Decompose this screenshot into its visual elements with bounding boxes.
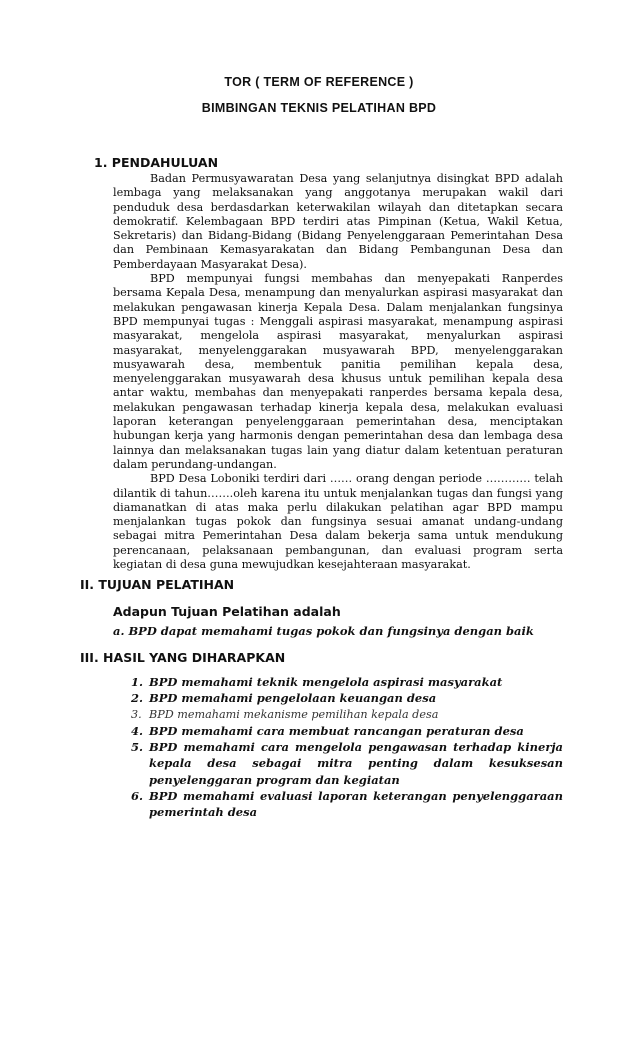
list-item [113, 723, 563, 739]
list-item [113, 674, 563, 690]
section-heading-tujuan: II. TUJUAN PELATIHAN [80, 577, 235, 592]
paragraph: Badan Permusyawaratan Desa yang selanjutnya disingkat BPD adalah lembaga yang melaksanakan yang anggotanya merupakan wakil dari penduduk desa berdasdarkan keterwakilan wilayah dan ditetapkan secara demokratif. Kelembagaan BPD terdiri atas Pimpinan (Ketua, Wakil Ketua, Sekretaris) dan Bidang-Bidang (Bidang Penyelenggaraan Pemerintahan Desa dan Pembinaan Kemasyarakatan dan Bidang Pembangunan Desa dan Pemberdayaan Masyarakat Desa). [113, 172, 563, 271]
list-item [113, 690, 563, 706]
pendahuluan-body [113, 172, 563, 572]
tujuan-intro: Adapun Tujuan Pelatihan adalah [113, 604, 341, 619]
item-number: 2. [131, 691, 144, 706]
item-text: BPD memahami pengelolaan keuangan desa [149, 691, 437, 706]
list-item [113, 739, 563, 788]
document-subtitle: BIMBINGAN TEKNIS PELATIHAN BPD [201, 101, 437, 115]
item-number: 5. [131, 740, 144, 755]
section-heading-hasil: III. HASIL YANG DIHARAPKAN [80, 650, 286, 665]
document-title: TOR ( TERM OF REFERENCE ) [224, 75, 414, 89]
item-number: 3. [131, 707, 142, 721]
item-text: BPD memahami cara mengelola pengawasan terhadap kinerja kepala desa sebagai mitra penting dalam kesuksesan penyelenggaran program dan kegiatan [149, 740, 563, 787]
tujuan-item: a. BPD dapat memahami tugas pokok dan fungsinya dengan baik [113, 624, 534, 638]
paragraph: BPD mempunyai fungsi membahas dan menyepakati Ranperdes bersama Kepala Desa, menampung dan menyalurkan aspirasi masyarakat dan melakukan pengawasan kinerja Kepala Desa. Dalam menjalankan fungsinya BPD mempunyai tugas : Menggali aspirasi masyarakat, menampung aspirasi masyarakat, mengelola aspirasi masyarakat, menyalurkan aspirasi masyarakat, menyelenggarakan musyawarah BPD, menyelenggarakan musyawarah desa, membentuk panitia pemilihan kepala desa, menyelenggarakan musyawarah desa khusus untuk pemilihan kepala desa antar waktu, membahas dan menyepakati ranperdes bersama kepala desa, melakukan pengawasan terhadap kinerja kepala desa, melakukan evaluasi laporan keterangan penyelenggaraan pemerintahan desa, menciptakan hubungan kerja yang harmonis dengan pemerintahan desa dan lembaga desa lainnya dan melaksanakan tugas lain yang diatur dalam ketentuan peraturan dalam perundang-undangan. [113, 272, 563, 471]
item-number: 1. [131, 675, 144, 689]
section-heading-pendahuluan: 1. PENDAHULUAN [94, 155, 219, 170]
item-text: BPD memahami mekanisme pemilihan kepala desa [149, 707, 439, 721]
expected-results-list [113, 674, 563, 821]
item-text: BPD memahami cara membuat rancangan peraturan desa [149, 723, 524, 738]
paragraph: BPD Desa Loboniki terdiri dari …… orang dengan periode ………… telah dilantik di tahun…….oleh karena itu untuk menjalankan tugas dan fungsi yang diamanatkan di atas maka perlu dilakukan pelatihan agar BPD mampu menjalankan tugas pokok dan fungsinya sesuai amanat undang-undang sebagai mitra Pemerintahan Desa dalam bekerja sama untuk mendukung perencanaan, pelaksanaan pembangunan, dan evaluasi program serta kegiatan di desa guna mewujudkan kesejahteraan masyarakat. [113, 472, 563, 572]
list-item [113, 707, 563, 723]
item-text: BPD memahami teknik mengelola aspirasi masyarakat [149, 675, 503, 689]
list-item [113, 788, 563, 821]
item-number: 6. [131, 789, 144, 804]
item-text: BPD memahami evaluasi laporan keterangan penyelenggaraan pemerintah desa [149, 789, 563, 820]
item-number: 4. [131, 723, 144, 738]
